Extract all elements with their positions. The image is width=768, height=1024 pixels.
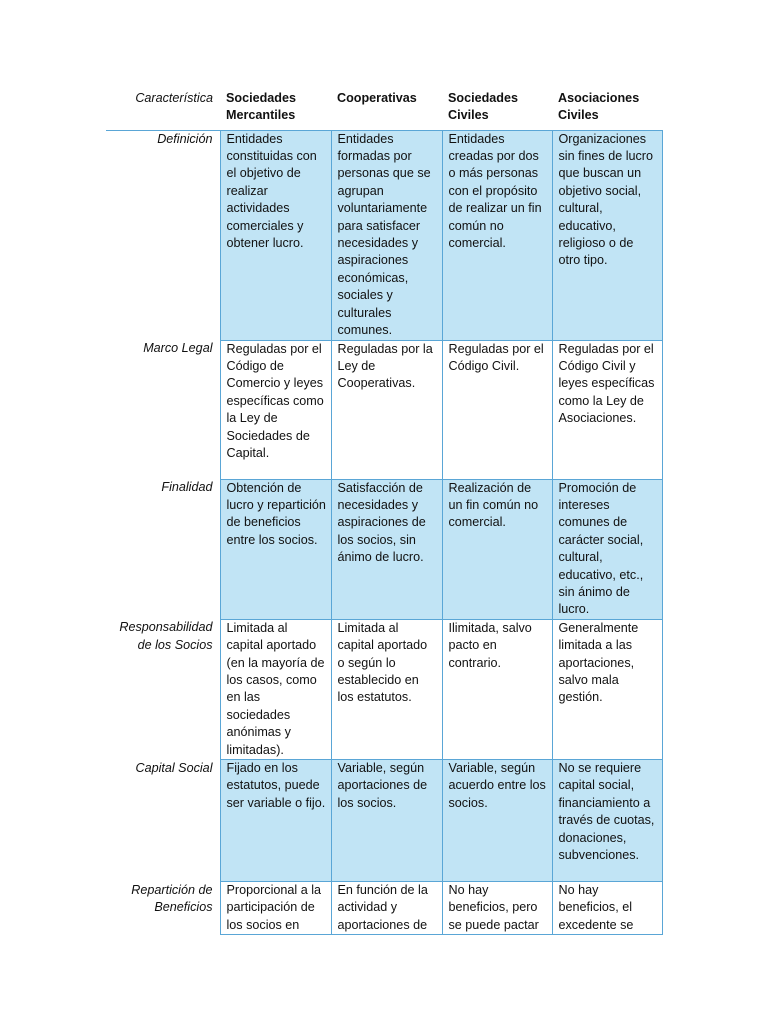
table-row <box>106 882 662 935</box>
table-cell: Entidades formadas por personas que se agrupan voluntariamente para satisfacer necesidades y aspiraciones económicas, sociales y culturales comunes. <box>331 130 442 340</box>
table-cell: Limitada al capital aportado o según lo establecido en los estatutos. <box>331 619 442 759</box>
table-cell: Realización de un fin común no comercial. <box>442 479 552 619</box>
table-cell: Reguladas por el Código Civil. <box>442 340 552 479</box>
table-row <box>106 760 662 882</box>
comparison-table <box>106 90 663 935</box>
table-cell: En función de la actividad y aportaciones de <box>331 882 442 935</box>
table-cell: Satisfacción de necesidades y aspiraciones de los socios, sin ánimo de lucro. <box>331 479 442 619</box>
row-label: Marco Legal <box>143 341 213 355</box>
table-cell: Variable, según aportaciones de los socios. <box>331 760 442 882</box>
table-row <box>106 619 662 759</box>
table-cell: Entidades creadas por dos o más personas con el propósito de realizar un fin común no comercial. <box>442 130 552 340</box>
row-label: Definición <box>157 131 213 146</box>
row-label: Finalidad <box>161 480 213 494</box>
header-asociaciones-civiles: Asociaciones Civiles <box>552 90 662 130</box>
table-cell: Reguladas por el Código Civil y leyes específicas como la Ley de Asociaciones. <box>552 340 662 479</box>
header-sociedades-civiles: Sociedades Civiles <box>442 90 552 130</box>
table-cell: No hay beneficios, pero se puede pactar <box>442 882 552 935</box>
table-cell: Fijado en los estatutos, puede ser variable o fijo. <box>220 760 331 882</box>
table-cell: Proporcional a la participación de los socios en <box>220 882 331 935</box>
row-label: Responsabilidad de los Socios <box>119 620 213 652</box>
table-cell: Generalmente limitada a las aportaciones, salvo mala gestión. <box>552 619 662 759</box>
table-cell: No se requiere capital social, financiamiento a través de cuotas, donaciones, subvenciones. <box>552 760 662 882</box>
header-cooperativas: Cooperativas <box>331 90 442 130</box>
header-sociedades-mercantiles: Sociedades Mercantiles <box>220 90 331 130</box>
table-row <box>106 340 662 479</box>
table-cell: Ilimitada, salvo pacto en contrario. <box>442 619 552 759</box>
table-cell: Promoción de intereses comunes de carácter social, cultural, educativo, etc., sin ánimo de lucro. <box>552 479 662 619</box>
table-cell: Organizaciones sin fines de lucro que buscan un objetivo social, cultural, educativo, religioso o de otro tipo. <box>552 130 662 340</box>
table-cell: Reguladas por el Código de Comercio y leyes específicas como la Ley de Sociedades de Capital. <box>220 340 331 479</box>
table-cell: Limitada al capital aportado (en la mayoría de los casos, como en las sociedades anónimas y limitadas). <box>220 619 331 759</box>
table-cell: Entidades constituidas con el objetivo de realizar actividades comerciales y obtener lucro. <box>220 130 331 340</box>
table-cell: Variable, según acuerdo entre los socios. <box>442 760 552 882</box>
table-row <box>106 130 662 340</box>
header-caracteristica: Característica <box>106 90 220 130</box>
row-label: Capital Social <box>135 760 213 775</box>
table-cell: Reguladas por la Ley de Cooperativas. <box>331 340 442 479</box>
row-label: Repartición de Beneficios <box>131 882 213 914</box>
table-row <box>106 479 662 619</box>
table-header-row <box>106 90 662 130</box>
table-cell: Obtención de lucro y repartición de beneficios entre los socios. <box>220 479 331 619</box>
table-cell: No hay beneficios, el excedente se <box>552 882 662 935</box>
